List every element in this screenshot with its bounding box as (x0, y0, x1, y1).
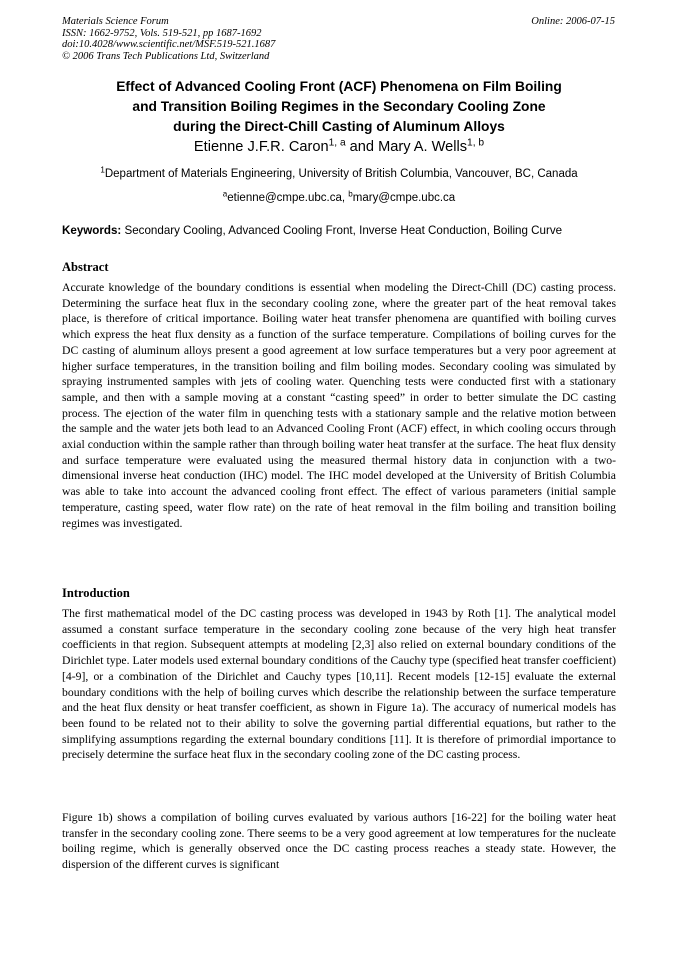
abstract-body: Accurate knowledge of the boundary conditions is essential when modeling the Direct-Chill (DC) casting process. Determining the surface heat flux in the secondary cooling zone, where the greater part of the heat removal takes place, is therefore of critical importance. Boiling water heat transfer phenomena are quantified with boiling curves which express the heat flux density as a function of the surface temperature. Compilations of boiling curves for the DC casting of aluminum alloys present a good agreement at low surface temperatures but a very poor agreement at higher surface temperatures, in the transition boiling and film boiling modes. Secondary cooling was simulated by spraying instrumented samples with jets of cooling water. Quenching tests were conducted first with a stationary sample, and then with a sample moving at a constant “casting speed” in order to better simulate the DC casting process. The ejection of the water film in quenching tests with a stationary sample and the relative motion between the sample and the water jets both lead to an Advanced Cooling Front (ACF) effect, in which cooling occurs through axial conduction within the sample rather than through boiling water heat transfer at the surface. The heat flux density and surface temperature were evaluated using the measured thermal history data in conjunction with a two-dimensional inverse heat conduction (IHC) model. The IHC model developed at the University of British Columbia was able to take into account the advanced cooling front effect. The effect of various parameters (initial sample temperature, casting speed, water flow rate) on the rate of heat removal in the film boiling and transition boiling regimes was investigated. (62, 281, 616, 530)
author-conjunction: and (345, 139, 379, 155)
title-line: during the Direct-Chill Casting of Aluminum Alloys (173, 119, 505, 134)
introduction-paragraph: Figure 1b) shows a compilation of boiling curves evaluated by various authors [16-22] for the boiling water heat transfer in the secondary cooling zone. There seems to be a very good agreement at low temperatures for the nucleate boiling regime, which is generally observed once the DC casting process reaches a steady state. However, the dispersion of the different curves is significant (62, 811, 616, 872)
author-affiliation-mark: 1, b (467, 137, 485, 149)
title-line: and Transition Boiling Regimes in the Secondary Cooling Zone (132, 99, 546, 114)
introduction-heading: Introduction (62, 586, 130, 600)
affiliation-number: 1 (100, 165, 105, 175)
journal-name: Materials Science Forum (62, 16, 169, 27)
author-list (30, 137, 648, 157)
abstract-heading: Abstract (62, 260, 109, 274)
affiliation (30, 166, 648, 182)
journal-header (62, 16, 275, 62)
author-emails (30, 190, 648, 206)
keywords-label: Keywords: (62, 224, 122, 237)
author-affiliation-mark: 1, a (328, 137, 346, 149)
email-address: etienne@cmpe.ubc.ca, (227, 192, 349, 204)
keywords-text: Secondary Cooling, Advanced Cooling Front, Inverse Heat Conduction, Boiling Curve (121, 224, 563, 237)
issn-line: ISSN: 1662-9752, Vols. 519-521, pp 1687-1692 (62, 27, 262, 39)
author-name: Etienne J.F.R. Caron (193, 139, 329, 155)
affiliation-text: Department of Materials Engineering, University of British Columbia, Vancouver, BC, Canada (104, 168, 578, 180)
introduction-paragraph: The first mathematical model of the DC casting process was developed in 1943 by Roth [1]. The analytical model assumed a constant surface temperature in the secondary cooling zone because of the very high heat transfer coefficients in that region. Subsequent attempts at modeling [2,3] also relied on external boundary conditions of the Dirichlet type. Later models used external boundary conditions of the Cauchy type (specified heat transfer coefficient) [4-9], or a combination of the Dirichlet and Cauchy types [10,11]. Recent models [12-15] evaluate the external boundary conditions with the help of boiling curves which describe the relationship between the surface temperature and the heat flux density or heat transfer coefficient, as shown in Figure 1a). The accuracy of numerical models has been found to be related not to their ability to solve the governing partial differential equations, but rather to the simplifying assumptions regarding the external boundary conditions [11]. It is therefore of primordial importance to precisely determine the surface heat flux in the secondary cooling zone of the DC casting process. (62, 607, 616, 762)
online-date: Online: 2006-07-15 (531, 16, 615, 27)
doi-line: doi:10.4028/www.scientific.net/MSF.519-521.1687 (62, 39, 276, 50)
author-name: Mary A. Wells (378, 139, 468, 155)
email-mark: a (222, 189, 228, 199)
copyright-line: © 2006 Trans Tech Publications Ltd, Switzerland (62, 50, 270, 62)
paper-title (30, 77, 648, 137)
email-address: mary@cmpe.ubc.ca (352, 192, 456, 204)
keywords (62, 223, 616, 239)
email-mark: b (348, 189, 353, 199)
title-line: Effect of Advanced Cooling Front (ACF) Phenomena on Film Boiling (116, 79, 562, 94)
